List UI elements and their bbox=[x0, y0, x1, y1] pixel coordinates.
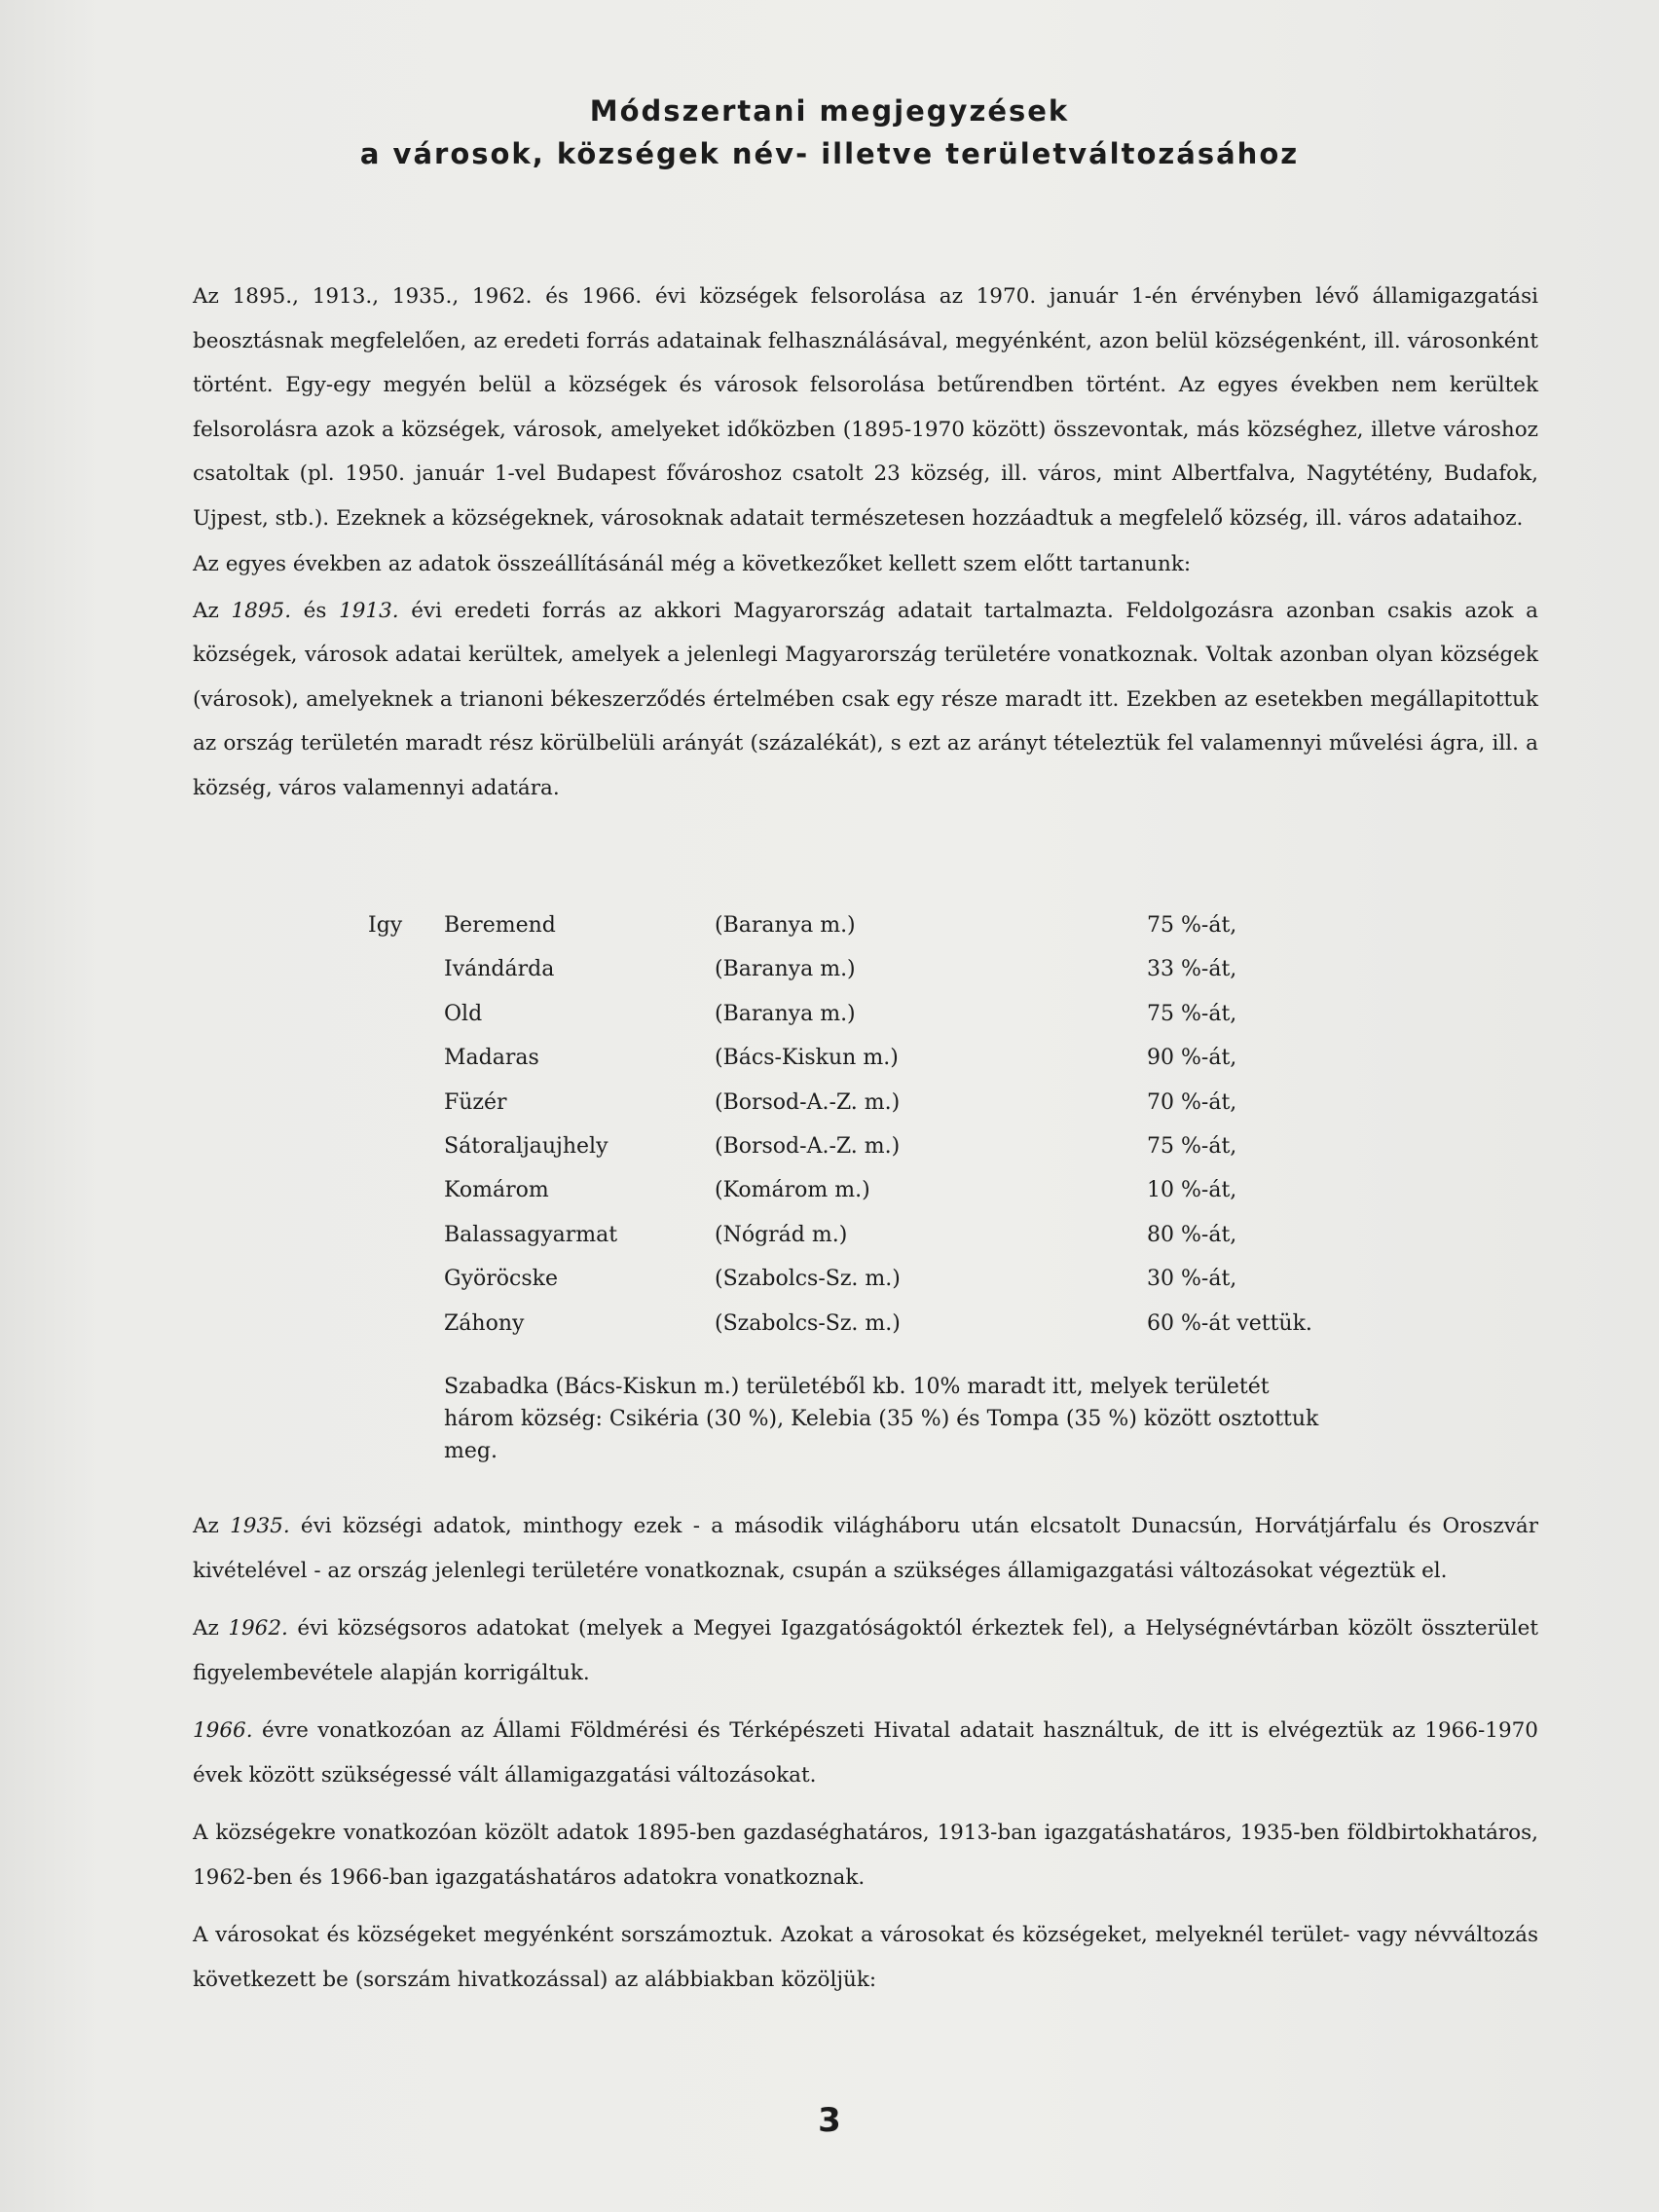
settlement-name: Komárom bbox=[444, 1178, 549, 1203]
title-line-1: Módszertani megjegyzések bbox=[589, 94, 1070, 128]
text-fragment: évre vonatkozóan az Állami Földmérési és Térképészeti Hivatal adatait használtuk, de itt is elvégeztük az 1966-1970 évek között szükségessé vált államigazgatási változásokat. bbox=[193, 1718, 1538, 1788]
text-fragment: évi községi adatok, minthogy ezek - a második világháboru után elcsatolt Dunacsún, Horvátjárfalu és Oroszvár kivételével - az ország jelenlegi területére vonatkoznak, csupán a szükséges államigazgatási változásokat végeztük el. bbox=[193, 1514, 1538, 1583]
table-lead: Igy bbox=[368, 913, 403, 938]
text-fragment: évi eredeti forrás az akkori Magyarország adatait tartalmazta. Feldolgozásra azonban csakis azok a községek, városok adatai kerültek, amelyek a jelenlegi Magyarország területére vonatkoznak. Voltak azonban olyan községek (városok), amelyeknek a trianoni békeszerződés értelmében csak egy része maradt itt. Ezekben az esetekben megállapitottuk az ország területén maradt rész körülbelüli arányát (százalékát), s ezt az arányt tételeztük fel valamennyi művelési ágra, ill. a község, város valamennyi adatára. bbox=[193, 598, 1538, 800]
page-title bbox=[0, 90, 1659, 175]
paragraph-1966 bbox=[193, 1709, 1538, 1797]
share-value: 30 %-át, bbox=[1147, 1267, 1237, 1292]
share-value: 10 %-át, bbox=[1147, 1178, 1237, 1203]
paragraph-considerations bbox=[193, 542, 1538, 587]
paragraph-1962 bbox=[193, 1606, 1538, 1695]
share-value: 70 %-át, bbox=[1147, 1089, 1237, 1115]
text-fragment: Az bbox=[193, 1616, 229, 1641]
text-fragment: évi községsoros adatokat (melyek a Megyei Igazgatóságoktól érkeztek fel), a Helységnévtárban közölt összterület figyelembevétele alapján korrigáltuk. bbox=[193, 1616, 1538, 1685]
share-value: 75 %-át, bbox=[1147, 1133, 1237, 1159]
year-1966: 1966. bbox=[193, 1718, 253, 1743]
settlement-name: Old bbox=[444, 1001, 483, 1026]
paragraph-1935 bbox=[193, 1504, 1538, 1593]
county-name: (Borsod-A.-Z. m.) bbox=[715, 1133, 901, 1159]
szabadka-note: Szabadka (Bács-Kiskun m.) területéből kb. 10% maradt itt, melyek területét három község: Csikéria (30 %), Kelebia (35 %) és Tompa (35 %) között osztottuk meg. bbox=[444, 1375, 1319, 1463]
share-value: 60 %-át vettük. bbox=[1147, 1310, 1312, 1336]
paragraph-boundaries: A községekre vonatkozóan közölt adatok 1895-ben gazdaséghatáros, 1913-ban igazgatáshatáros, 1935-ben földbirtokhatáros, 1962-ben és 1966-ban igazgatáshatáros adatokra vonatkoznak. bbox=[193, 1821, 1538, 1890]
settlement-name: Füzér bbox=[444, 1089, 507, 1115]
settlement-name: Györöcske bbox=[444, 1267, 558, 1292]
share-value: 80 %-át, bbox=[1147, 1222, 1237, 1247]
methods-section bbox=[193, 1504, 1538, 2015]
share-value: 33 %-át, bbox=[1147, 957, 1237, 982]
paragraph-numbering: A városokat és községeket megyénként sorszámoztuk. Azokat a városokat és községeket, melyeknél terület- vagy névváltozás következett be (sorszám hivatkozással) az alábbiakban közöljük: bbox=[193, 1923, 1538, 1992]
county-name: (Szabolcs-Sz. m.) bbox=[715, 1310, 901, 1336]
county-name: (Nógrád m.) bbox=[715, 1222, 848, 1247]
text-fragment: Az bbox=[193, 1514, 231, 1538]
settlement-name: Ivándárda bbox=[444, 957, 555, 982]
county-name: (Baranya m.) bbox=[715, 957, 856, 982]
text-fragment: és bbox=[291, 598, 340, 623]
paragraph-considerations-text: Az egyes években az adatok összeállításánál még a következőket kellett szem előtt tartanunk: bbox=[193, 552, 1192, 576]
county-name: (Baranya m.) bbox=[715, 913, 856, 938]
county-name: (Szabolcs-Sz. m.) bbox=[715, 1267, 901, 1292]
county-name: (Komárom m.) bbox=[715, 1178, 870, 1203]
settlement-name: Madaras bbox=[444, 1046, 539, 1071]
paragraph-1895-1913 bbox=[193, 589, 1538, 811]
year-1913: 1913. bbox=[339, 598, 399, 623]
settlement-name: Balassagyarmat bbox=[444, 1222, 618, 1247]
year-1962: 1962. bbox=[228, 1616, 288, 1641]
county-name: (Borsod-A.-Z. m.) bbox=[715, 1089, 901, 1115]
paragraph-intro-text: Az 1895., 1913., 1935., 1962. és 1966. évi községek felsorolása az 1970. január 1-én érvényben lévő államigazgatási beosztásnak megfelelően, az eredeti forrás adatainak felhasználásával, megyénként, azon belül községenként, ill. városonként történt. Egy-egy megyén belül a községek és városok felsorolása betűrendben történt. Az egyes években nem kerültek felsorolásra azok a községek, városok, amelyeket időközben (1895-1970 között) összevontak, más községhez, illetve városhoz csatoltak (pl. 1950. január 1-vel Budapest fővároshoz csatolt 23 község, ill. város, mint Albertfalva, Nagytétény, Budafok, Ujpest, stb.). Ezeknek a községeknek, városoknak adatait természetesen hozzáadtuk a megfelelő község, ill. város adataihoz. bbox=[193, 284, 1538, 531]
year-1935: 1935. bbox=[230, 1514, 290, 1538]
share-value: 90 %-át, bbox=[1147, 1046, 1237, 1071]
share-value: 75 %-át, bbox=[1147, 913, 1237, 938]
text-fragment: Az bbox=[193, 598, 232, 623]
share-value: 75 %-át, bbox=[1147, 1001, 1237, 1026]
county-name: (Bács-Kiskun m.) bbox=[715, 1046, 899, 1071]
settlement-name: Záhony bbox=[444, 1310, 525, 1336]
title-line-2: a városok, községek név- illetve területváltozásához bbox=[359, 137, 1300, 170]
county-name: (Baranya m.) bbox=[715, 1001, 856, 1026]
page-number: 3 bbox=[818, 2101, 841, 2140]
settlement-name: Beremend bbox=[444, 913, 556, 938]
intro-section bbox=[193, 275, 1538, 810]
paragraph-intro bbox=[193, 275, 1538, 540]
year-1895: 1895. bbox=[231, 598, 292, 623]
settlement-name: Sátoraljaujhely bbox=[444, 1133, 608, 1159]
